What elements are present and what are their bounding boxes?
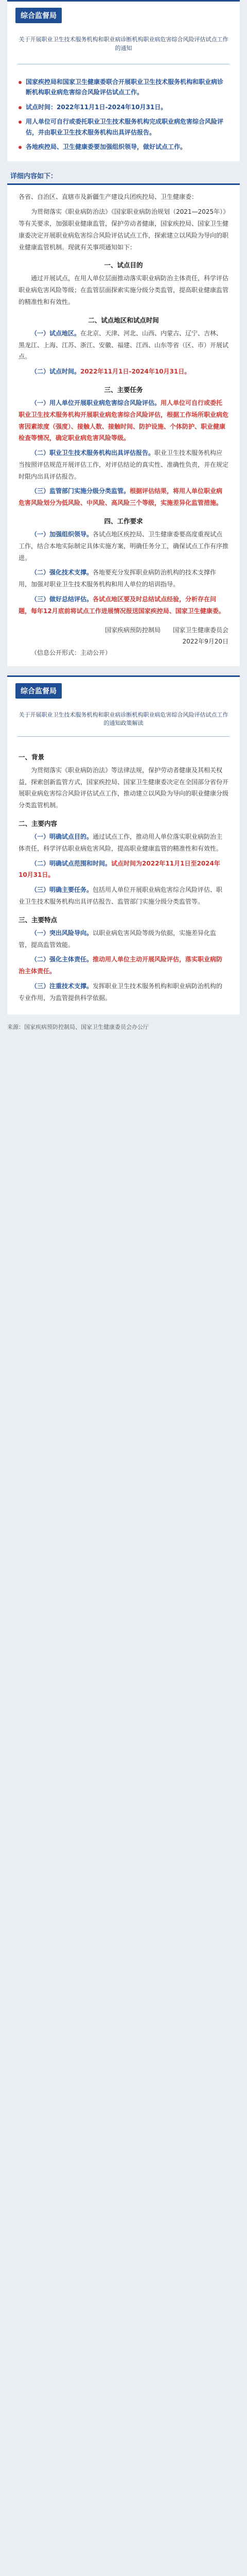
source-caption: 来源：国家疾病预防控制局、国家卫生健康委员会办公厅: [7, 1023, 149, 1030]
logo-bar: [7, 2, 240, 27]
text: 各地要充分发挥职业病防治机构的技术支撑作用，加强对职业卫生技术服务机构和用人单位的培训指导。: [19, 569, 217, 588]
signature-block: [19, 624, 228, 648]
highlight-text: 推动用人单位主动开展风险评估，落实职业病防治主体责任。: [19, 956, 223, 975]
paragraph: 为贯彻落实《职业病防治法》等法律法规，保护劳动者健康及其相关权益，探索创新监管方式，国家疾控局、国家卫生健康委决定在全国部分省份开展职业病危害综合风险评估试点工作，推动建立以风险为导向的职业健康分级分类监管机制。: [19, 766, 229, 809]
logo: 综合监督局: [15, 8, 62, 23]
doc-title: 关于开展职业卫生技术服务机构和职业病诊断机构职业病危害综合风险评估试点工作的通知: [19, 36, 228, 52]
summary-item: 试点时间：2022年11月1日-2024年10月31日。: [19, 102, 228, 112]
paragraph: [19, 328, 228, 363]
subheading: （三）明确主要任务。: [31, 886, 93, 894]
detail-card: [7, 183, 240, 666]
detail-label: 详细内容如下：: [10, 173, 58, 181]
paragraph: 通过开展试点，在用人单位层面推动落实职业病防治主体责任，科学评估职业病危害风险等级；在监管层面探索实施分级分类监管，提高职业健康监管的精准性和有效性。: [19, 275, 229, 306]
paragraph: [19, 884, 228, 908]
doc-head: [7, 27, 240, 59]
text: 职业卫生技术服务机构应当按照评估规范开展评估工作，对评估结论的真实性、准确性负责，并在规定时限内出具评估报告。: [19, 449, 229, 480]
interpretation-body: [7, 742, 240, 1014]
detail-body: [7, 185, 240, 666]
section-heading: 三、主要特点: [19, 916, 58, 924]
subheading: （三）做好总结评估。: [31, 596, 93, 603]
subheading: （二）试点时间。: [31, 368, 81, 376]
subheading: （一）试点地区。: [31, 329, 81, 337]
text: 发挥职业卫生技术服务机构和职业病防治机构的专业作用，为监管提供科学依据。: [19, 982, 223, 1002]
paragraph: [19, 980, 228, 1004]
sign-org: 国家疾病预防控制局 国家卫生健康委员会: [104, 626, 228, 634]
paragraph: [19, 529, 228, 564]
subheading: （三）监管部门实施分级分类监管。: [31, 487, 130, 495]
text: 在北京、天津、河北、山西、内蒙古、辽宁、吉林、黑龙江、上海、江苏、浙江、安徽、福建、江西、山东等省（区、市）开展试点。: [19, 329, 229, 361]
subheading: （二）明确试点范围和时间。: [31, 859, 112, 867]
paragraph: [19, 397, 228, 444]
subheading: （一）突出风险导向。: [31, 929, 93, 937]
text: 以职业病危害风险等级为依据，实施差异化监管，提高监管效能。: [19, 929, 217, 948]
text: 通过试点工作，推动用人单位落实职业病防治主体责任，科学评估职业病危害风险，提高职业健康监管的精准性和有效性。: [19, 833, 223, 852]
subheading: （一）加强组织领导。: [31, 531, 93, 538]
paragraph: [19, 485, 228, 509]
subheading: （二）职业卫生技术服务机构出具评估报告。: [31, 449, 155, 457]
section-heading: 二、主要内容: [19, 820, 58, 828]
salutation: 各省、自治区、直辖市及新疆生产建设兵团疾控局、卫生健康委：: [19, 193, 198, 201]
paragraph: [19, 858, 228, 882]
highlight-text: 2022年11月1日-2024年10月31日。: [80, 368, 191, 376]
highlight-text: 根据评估结果，将用人单位职业病危害风险划分为低风险、中风险、高风险三个等级，实施差异化监管措施。: [19, 487, 223, 507]
section-heading: 二、试点地区和试点时间: [88, 316, 159, 324]
public-note: （信息公开形式：主动公开）: [31, 649, 112, 657]
subheading: （二）强化主体责任。: [31, 956, 93, 963]
section-heading: 四、工作要求: [104, 517, 143, 526]
doc-head: [7, 703, 240, 731]
logo-bar: [7, 677, 240, 703]
paragraph: [19, 927, 228, 951]
summary-item: 各地疾控局、卫生健康委要加强组织领导，做好试点工作。: [19, 142, 228, 152]
summary-item: 用人单位可自行或委托职业卫生技术服务机构完成职业病危害综合风险评估，并由职业卫生技术服务机构出具评估报告。: [19, 116, 228, 138]
paragraph: [19, 594, 228, 617]
summary-item: 国家疾控局和国家卫生健康委联合开展职业卫生技术服务机构和职业病诊断机构职业病危害综合风险评估试点工作。: [19, 77, 228, 98]
section-heading: 三、主要任务: [104, 385, 143, 394]
text: 包括用人单位开展职业病危害综合风险评估、职业卫生技术服务机构出具评估报告、监管部门实施分级分类监管等。: [19, 886, 223, 906]
paragraph: [19, 954, 228, 977]
section-heading: 一、试点目的: [104, 261, 143, 269]
paragraph: [19, 567, 228, 590]
logo: 综合监督局: [15, 683, 62, 699]
subheading: （一）用人单位开展职业病危害综合风险评估。: [31, 399, 161, 406]
paragraph: [19, 831, 228, 855]
intro-paragraph: 为贯彻落实《职业病防治法》《国家职业病防治规划（2021—2025年）》等有关要求，加强职业健康监管，保护劳动者健康，国家疾控局、国家卫生健康委决定开展职业病危害综合风险评估试点工作，探索建立以风险为导向的职业健康监管机制。现就有关事项通知如下：: [19, 208, 229, 251]
subheading: （三）注重技术支撑。: [31, 982, 93, 990]
subheading: （一）明确试点目的。: [31, 833, 93, 841]
highlight-text: 各试点地区要及时总结试点经验，分析存在问题，每年12月底前将试点工作进展情况报送国家疾控局、国家卫生健康委。: [19, 596, 225, 615]
interpretation-card: [7, 675, 240, 1014]
paragraph: [19, 447, 228, 482]
highlight-text: 用人单位可自行或委托职业卫生技术服务机构开展职业病危害综合风险评估，根据工作场所职业病危害因素浓度（强度）、接触人数、接触时间、防护设施、个体防护、职业健康检查等情况，确定职业病危害风险等级。: [19, 399, 229, 442]
subheading: （二）强化技术支撑。: [31, 569, 93, 577]
notice-card: [7, 0, 240, 161]
divider: [17, 736, 230, 737]
sign-date: 2022年9月20日: [182, 638, 228, 646]
highlight-text: 试点时间为2022年11月1日至2024年10月31日。: [19, 859, 220, 879]
summary-list: [7, 70, 240, 161]
paragraph: [19, 366, 228, 378]
text: 各试点地区疾控局、卫生健康委要高度重视试点工作，结合本地实际制定具体实施方案，明确任务分工，确保试点工作有序推进。: [19, 531, 229, 562]
doc-title: 关于开展职业卫生技术服务机构和职业病诊断机构职业病危害综合风险评估试点工作的通知政策解读: [19, 711, 228, 727]
section-heading: 一、背景: [19, 753, 45, 761]
